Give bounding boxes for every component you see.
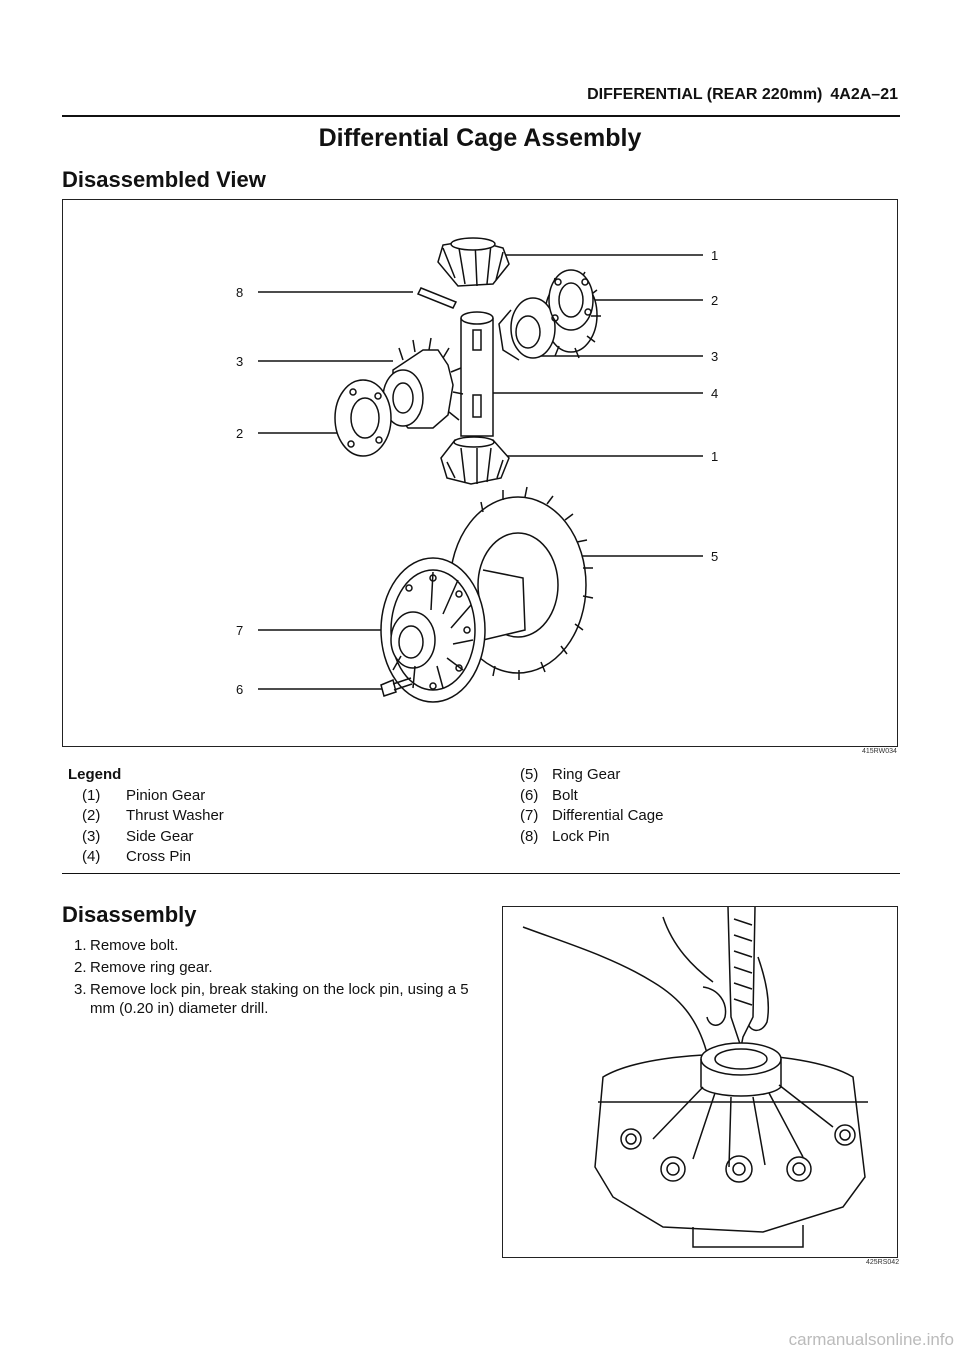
- thrust-washer-right: [549, 270, 593, 330]
- callout-6: 6: [236, 682, 244, 697]
- section-title: DIFFERENTIAL (REAR 220mm): [587, 86, 823, 103]
- callout-8: 8: [236, 285, 244, 300]
- callout-3: 3: [711, 349, 719, 364]
- callout-2: 2: [236, 426, 244, 441]
- legend-item: (5) Ring Gear: [520, 766, 621, 783]
- disassembled-view-heading: Disassembled View: [62, 167, 266, 192]
- lock-pin: [418, 288, 456, 308]
- step-item: 1. Remove bolt.: [74, 937, 179, 954]
- disassembly-heading: Disassembly: [62, 902, 197, 927]
- legend-item: (7) Differential Cage: [520, 807, 664, 824]
- legend-item: (8) Lock Pin: [520, 827, 610, 845]
- callout-1: 1: [711, 248, 719, 263]
- legend-item: (4) Cross Pin: [82, 848, 192, 865]
- pinion-gear-top: [438, 238, 509, 286]
- legend-title: Legend: [68, 766, 122, 783]
- legend-item: (2) Thrust Washer: [82, 807, 224, 824]
- legend-item: (6) Bolt: [520, 786, 578, 804]
- callout-2: 2: [711, 293, 719, 308]
- step-item: 3. Remove lock pin, break staking on the lock pin, using a 5 mm (0.20 in) diameter drill.: [74, 981, 469, 1017]
- watermark: carmanualsonline.info: [788, 1330, 954, 1349]
- callout-7: 7: [236, 623, 244, 638]
- callout-5: 5: [711, 549, 719, 564]
- legend-column-2: [520, 765, 663, 847]
- side-gear-left: [383, 338, 463, 428]
- disassembly-steps: [74, 936, 474, 1021]
- callout-3: 3: [236, 354, 244, 369]
- figure-id: 415RW034: [862, 748, 897, 755]
- header-rule: [62, 115, 900, 117]
- page-title: Differential Cage Assembly: [318, 124, 642, 152]
- figure-id: 425RS042: [866, 1259, 900, 1266]
- step-item: 2. Remove ring gear.: [74, 959, 213, 976]
- page-header: [0, 86, 898, 104]
- section-rule: [62, 873, 900, 874]
- exploded-view-figure: [62, 199, 898, 747]
- drill-figure: [502, 906, 898, 1258]
- exploded-view-drawing: [63, 200, 897, 746]
- pinion-gear-bottom: [441, 437, 509, 484]
- legend-item: (1) Pinion Gear: [82, 786, 206, 804]
- cage-drawing: [595, 1043, 868, 1247]
- legend-item: (3) Side Gear: [82, 827, 194, 845]
- callout-1: 1: [711, 449, 719, 464]
- drill-drawing: [503, 907, 897, 1257]
- callout-4: 4: [711, 386, 719, 401]
- thrust-washer-left: [335, 380, 391, 456]
- page-number: 4A2A–21: [830, 86, 898, 103]
- cross-pin: [461, 312, 493, 436]
- legend: [68, 765, 224, 868]
